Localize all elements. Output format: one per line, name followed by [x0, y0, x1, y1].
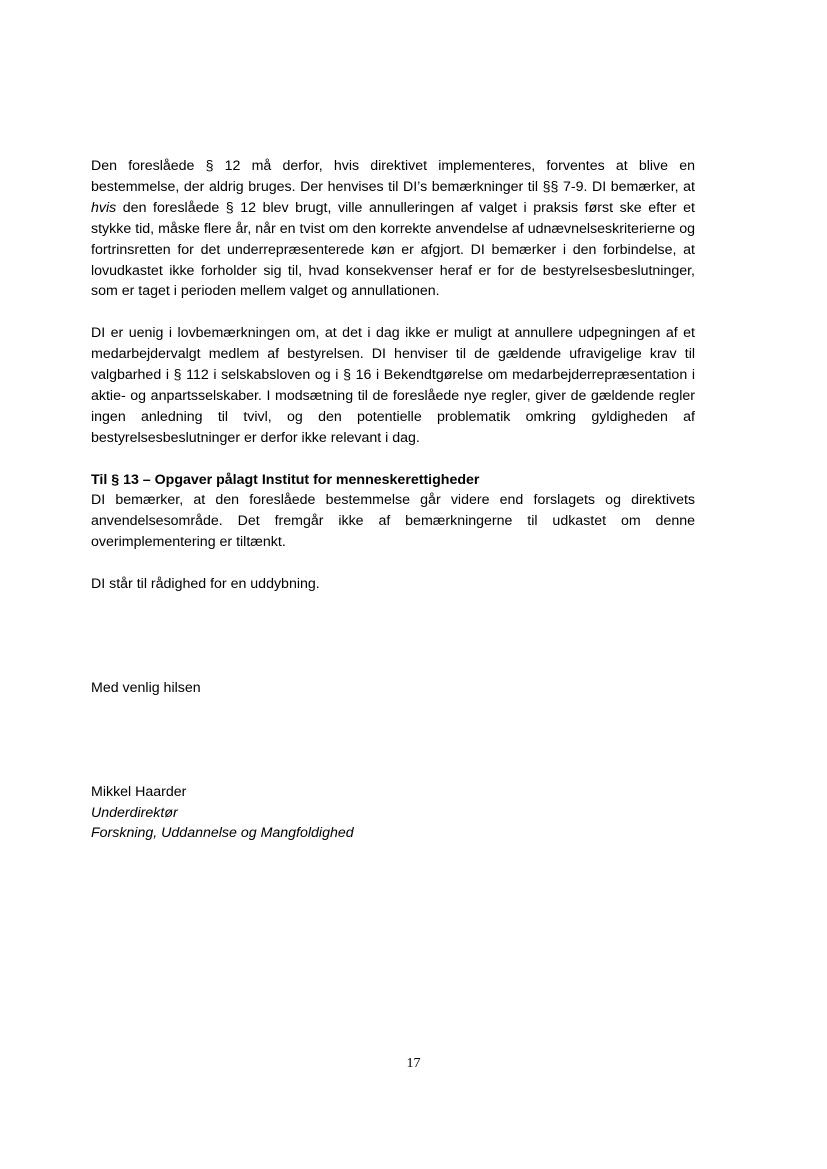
letter-body [91, 156, 695, 844]
signature-block [91, 782, 695, 845]
paragraph-disagreement: DI er uenig i lovbemærkningen om, at det i dag ikke er muligt at annullere udpegningen af et medarbejdervalgt medlem af bestyrelsen. DI henviser til de gældende ufravigelige krav til valgbarhed i § 112 i selskabsloven og i § 16 i Bekendtgørelse om medarbejderrepræsentation i aktie- og anpartsselskaber. I modsætning til de foreslåede nye regler, giver de gældende regler ingen anledning til tvivl, og den potentielle problematik omkring gyldigheden af bestyrelsesbeslutninger er derfor ikke relevant i dag. [91, 325, 695, 446]
page-number: 17 [406, 1056, 421, 1071]
emphasis-text: hvis [91, 199, 117, 216]
closing-salutation: Med venlig hilsen [91, 679, 201, 696]
section-heading: Til § 13 – Opgaver pålagt Institut for menneskerettigheder [91, 471, 480, 488]
paragraph-section-12 [91, 156, 695, 302]
spacer [91, 616, 695, 678]
paragraph-text: Den foreslåede § 12 må derfor, hvis direktivet implementeres, forventes at blive en bestemmelse, der aldrig bruges. Der henvises til DI’s bemærkninger til §§ 7-9. DI bemærker, at [91, 158, 695, 195]
signatory-name: Mikkel Haarder [91, 783, 187, 800]
spacer [91, 720, 695, 782]
section-13 [91, 470, 695, 554]
paragraph-section-13: DI bemærker, at den foreslåede bestemmelse går videre end forslagets og direktivets anvendelsesområde. Det fremgår ikke af bemærkningerne til udkastet om denne overimplementering er tiltænkt. [91, 492, 695, 551]
signatory-title: Underdirektør [91, 804, 178, 821]
signatory-department: Forskning, Uddannelse og Mangfoldighed [91, 825, 354, 842]
paragraph-text: den foreslåede § 12 blev brugt, ville annulleringen af valget i praksis først ske efter et stykke tid, måske flere år, når en tvist om den korrekte anvendelse af udnævnelseskriterierne og fortrinsretten for det underrepræsenterede køn er afgjort. DI bemærker i den forbindelse, at lovudkastet ikke forholder sig til, hvad konsekvenser heraf er for de bestyrelsesbeslutninger, som er taget i perioden mellem valget og annullationen. [91, 199, 695, 300]
paragraph-availability: DI står til rådighed for en uddybning. [91, 576, 320, 593]
